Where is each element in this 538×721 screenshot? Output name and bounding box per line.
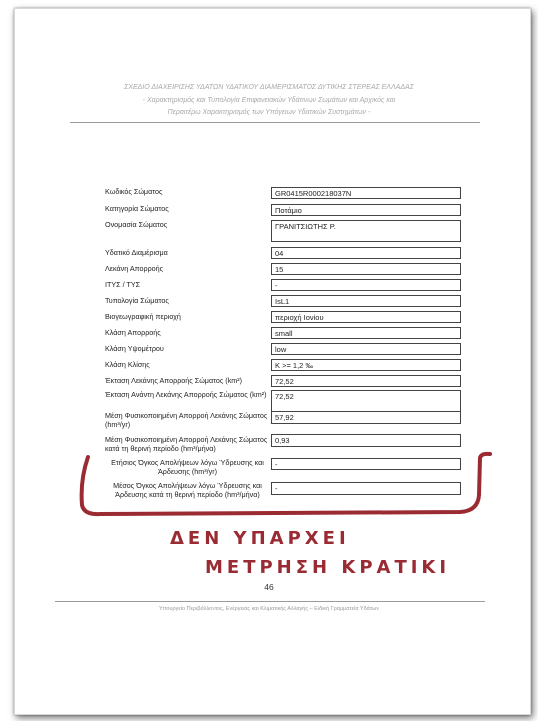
annotation-line2: ΜΕΤΡΗΣΗ ΚΡΑΤΙΚΙ — [205, 557, 451, 578]
field-label-annual-abstraction: Ετήσιος Όγκος Απολήψεων λόγω Ύδρευσης και Άρδευσης (hm³/yr) — [111, 458, 264, 476]
field-label-summer-abstraction: Μέσος Όγκος Απολήψεων λόγω Ύδρευσης και Άρδευσης κατά τη θερινή περίοδο (hm³/μήνα) — [113, 481, 262, 499]
field-label-mean-runoff: Μέση Φυσικοποιημένη Απορροή Λεκάνης Σώματος (hm³/yr) — [105, 411, 268, 429]
header-rule — [70, 122, 480, 123]
field-value-upstream-basin-area: 72,52 — [271, 390, 461, 412]
field-value-river-basin: 15 — [271, 263, 461, 275]
field-label-body-code: Κωδικός Σώματος — [105, 187, 163, 196]
header-subtitle-line1: - Χαρακτηρισμός και Τυπολογία Επιφανειακών Υδάτινων Σωμάτων και Αρχικός και — [142, 97, 396, 104]
field-label-water-district: Υδατικό Διαμέρισμα — [105, 248, 168, 257]
field-value-body-category: Ποτάμιο — [271, 204, 461, 216]
footer-rule — [55, 601, 485, 602]
header-subtitle-line2: Περαιτέρω Χαρακτηρισμός των Υπόγειων Υδατικών Συστημάτων - — [167, 109, 371, 116]
field-label-river-basin: Λεκάνη Απορροής — [105, 264, 164, 273]
field-label-typology: Τυπολογία Σώματος — [105, 296, 169, 305]
field-label-summer-runoff: Μέση Φυσικοποιημένη Απορροή Λεκάνης Σώματος κατά τη θερινή περίοδο (hm³/μήνα) — [105, 435, 268, 453]
field-value-itys-tys: - — [271, 279, 461, 291]
field-value-runoff-class: small — [271, 327, 461, 339]
field-value-biogeographic-region: περιοχή Ιονίου — [271, 311, 461, 323]
field-label-runoff-class: Κλάση Απορροής — [105, 328, 161, 337]
field-label-body-category: Κατηγορία Σώματος — [105, 204, 169, 213]
field-label-upstream-basin-area: Έκταση Ανάντη Λεκάνης Απορροής Σώματος (km²) — [105, 390, 267, 399]
field-label-slope-class: Κλάση Κλίσης — [105, 360, 150, 369]
annotation-line1: ΔΕΝ ΥΠΑΡΧΕΙ — [170, 528, 350, 549]
field-value-mean-runoff: 57,92 — [271, 411, 461, 424]
field-value-annual-abstraction: - — [271, 458, 461, 470]
field-value-body-code: GR0415R000218037N — [271, 187, 461, 199]
field-label-biogeographic-region: Βιογεωγραφική περιοχή — [105, 312, 181, 321]
field-value-typology: IsL1 — [271, 295, 461, 307]
field-label-body-name: Ονομασία Σώματος — [105, 220, 168, 229]
field-label-altitude-class: Κλάση Υψομέτρου — [105, 344, 164, 353]
field-value-body-name: ΓΡΑΝΙΤΣΙΩΤΗΣ Ρ. — [271, 220, 461, 242]
field-value-summer-runoff: 0,93 — [271, 434, 461, 447]
page-number: 46 — [264, 582, 274, 592]
field-value-summer-abstraction: - — [271, 482, 461, 495]
field-label-itys-tys: ΙΤΥΣ / ΤΥΣ — [105, 280, 141, 289]
field-value-basin-area: 72,52 — [271, 375, 461, 387]
field-value-slope-class: K >= 1,2 ‰ — [271, 359, 461, 371]
header-title: ΣΧΕΔΙΟ ΔΙΑΧΕΙΡΙΣΗΣ ΥΔΑΤΩΝ ΥΔΑΤΙΚΟΥ ΔΙΑΜΕΡΙΣΜΑΤΟΣ ΔΥΤΙΚΗΣ ΣΤΕΡΕΑΣ ΕΛΛΑΔΑΣ — [124, 84, 414, 91]
field-value-water-district: 04 — [271, 247, 461, 259]
footer-text: Υπουργείο Περιβάλλοντος, Ενέργειας και Κλιματικής Αλλαγής – Ειδική Γραμματεία Υδάτων — [159, 606, 379, 612]
field-value-altitude-class: low — [271, 343, 461, 355]
field-label-basin-area: Έκταση Λεκάνης Απορροής Σώματος (km²) — [105, 376, 243, 385]
